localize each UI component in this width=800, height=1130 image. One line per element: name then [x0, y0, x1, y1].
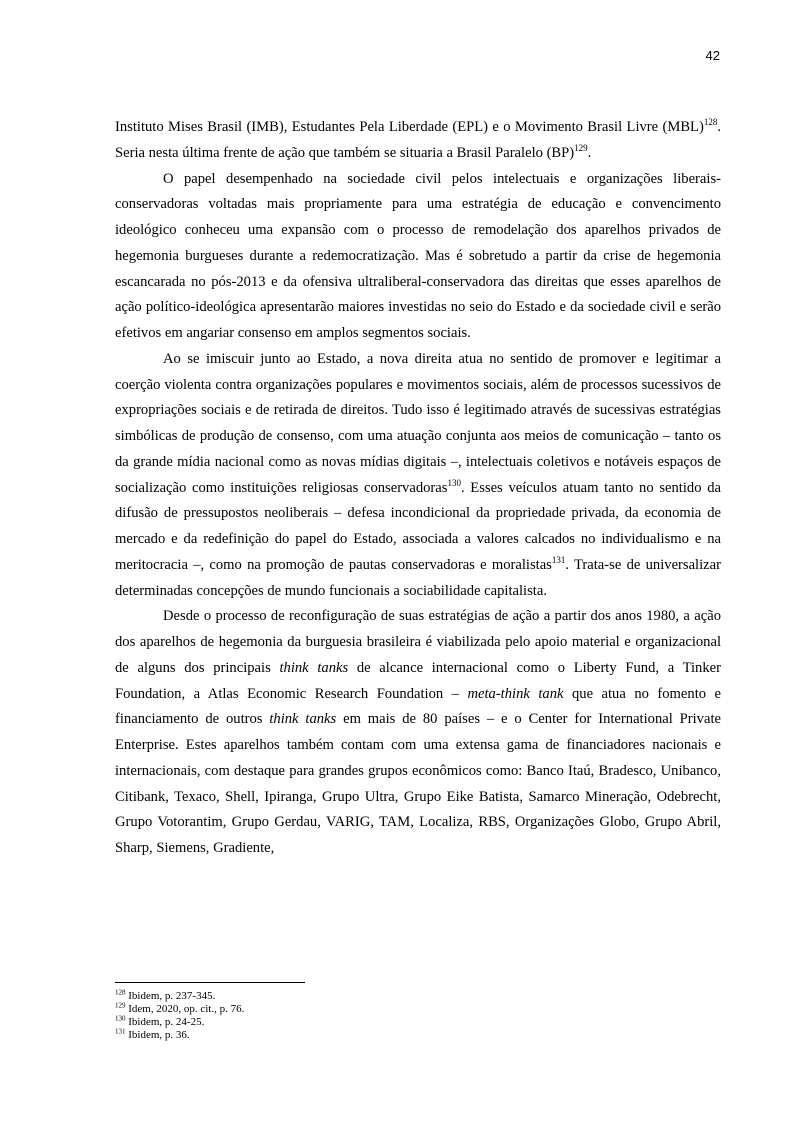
paragraph-2: O papel desempenhado na sociedade civil pelos intelectuais e organizações liberais-conservadoras voltadas mais propriamente para uma estratégia de educação e convencimento ideológico conheceu uma expansão com o processo de remodelação dos aparelhos privados de hegemonia burgueses durante a redemocratização. Mas é sobretudo a partir da crise de hegemonia escancarada no pós-2013 e da ofensiva ultraliberal-conservadora das direitas que esses aparelhos de ação político-ideológica apresentarão maiores investidas no seio do Estado e da sociedade civil e serão efetivos em angariar consenso em amplos segmentos sociais.: [115, 170, 721, 341]
footnote-130: $^{130}$ Ibidem, p. 24-25.: [115, 1014, 205, 1028]
footnote-131: $^{131}$ Ibidem, p. 36.: [115, 1027, 190, 1041]
body-text: [115, 115, 721, 862]
footnote-ref-131: 131: [551, 554, 566, 565]
footnotes: [115, 990, 721, 1042]
footnote-129: $^{129}$ Idem, 2020, op. cit., p. 76.: [115, 1001, 245, 1015]
footnote-divider: [115, 982, 305, 983]
footnote-ref-130: 130: [447, 477, 461, 488]
footnote-ref-128: 128: [703, 117, 718, 128]
paragraph-4: Desde o processo de reconfiguração de suas estratégias de ação a partir dos anos 1980, a ação dos aparelhos de hegemonia da burguesia brasileira é viabilizada pelo apoio material e organizacional de alguns dos principais think tanks de alcance internacional como o Liberty Fund, a Tinker Foundation, a Atlas Economic Research Foundation – meta-think tank que atua no fomento e financiamento de outros think tanks em mais de 80 países – e o Center for International Private Enterprise. Estes aparelhos também contam com uma extensa gama de financiadores nacionais e internacionais, com destaque para grandes grupos econômicos como: Banco Itaú, Bradesco, Unibanco, Citibank, Texaco, Shell, Ipiranga, Grupo Ultra, Grupo Eike Batista, Samarco Mineração, Odebrecht, Grupo Votorantim, Grupo Gerdau, VARIG, TAM, Localiza, RBS, Organizações Globo, Grupo Abril, Sharp, Siemens, Gradiente,: [115, 608, 722, 856]
footnote-ref-129: 129: [574, 142, 588, 153]
footnote-128: $^{128}$ Ibidem, p. 237-345.: [115, 988, 216, 1002]
paragraph-3: Ao se imiscuir junto ao Estado, a nova direita atua no sentido de promover e legitimar a coerção violenta contra organizações populares e movimentos sociais, além de processos sucessivos de expropriações sociais e de retirada de direitos. Tudo isso é legitimado através de sucessivas estratégias simbólicas de produção de consenso, com uma atuação conjunta aos meios de comunicação – tanto os da grande mídia nacional como as novas mídias digitais –, intelectuais coletivos e notáveis espaços de socialização como instituições religiosas conservadoras$^{130}$. Esses veículos atuam tanto no sentido da difusão de pressupostos neoliberais – defesa incondicional da propriedade privada, da economia de mercado e da redefinição do papel do Estado, associada a valores calcados no individualismo e na meritocracia –, como na promoção de pautas conservadoras e moralistas$^{131}$. Trata-se de universalizar determinadas concepções de mundo funcionais a sociabilidade capitalista.: [115, 350, 721, 599]
page-number: 42: [705, 48, 720, 63]
paragraph-1: Instituto Mises Brasil (IMB), Estudantes Pela Liberdade (EPL) e o Movimento Brasil Livre (MBL)$^{128}$. Seria nesta última frente de ação que também se situaria a Brasil Paralelo (BP)$^{129}$.: [115, 117, 721, 161]
